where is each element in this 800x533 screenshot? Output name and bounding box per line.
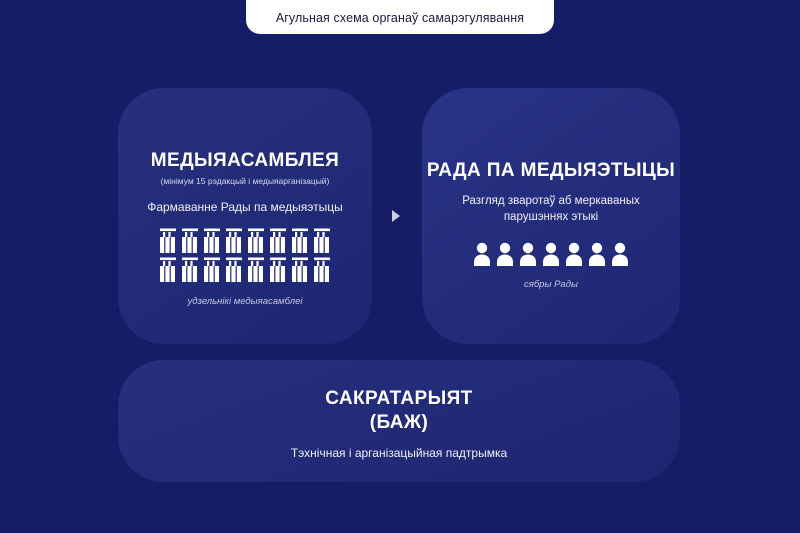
- factory-icon: [225, 257, 244, 283]
- person-icon: [611, 241, 629, 267]
- person-icon: [565, 241, 583, 267]
- person-icon: [542, 241, 560, 267]
- factory-icon: [269, 257, 288, 283]
- factory-icon: [313, 257, 332, 283]
- factory-icon: [225, 228, 244, 254]
- factory-icon: [291, 228, 310, 254]
- secretariat-heading: [118, 360, 680, 435]
- council-caption: сябры Рады: [524, 279, 578, 291]
- person-icon: [496, 241, 514, 267]
- mediaassembly-heading: МЕДЫЯАСАМБЛЕЯ: [150, 150, 340, 171]
- factory-icon: [247, 228, 266, 254]
- factory-icon: [159, 228, 178, 254]
- council-description: Разгляд зваротаў аб меркаваных парушэннях этыкі: [462, 195, 640, 223]
- mediaassembly-caption: удзельнікі медыяасамблеі: [187, 296, 303, 307]
- mediaassembly-subheading: (мінімум 15 рэдакцый і медыяарганізацый): [160, 176, 330, 186]
- card-media-ethics-council: [422, 88, 680, 344]
- factory-icon: [159, 257, 178, 283]
- person-icon: [473, 241, 491, 267]
- arrow-right-icon: [392, 210, 400, 222]
- factory-icon: [181, 228, 200, 254]
- factory-icon: [181, 257, 200, 283]
- factory-icon: [247, 257, 266, 283]
- card-mediaassembly: [118, 88, 372, 344]
- person-icon: [519, 241, 537, 267]
- secretariat-description: Тэхнічная і арганізацыйная падтрымка: [290, 445, 508, 460]
- factory-icon: [269, 228, 288, 254]
- person-icon: [588, 241, 606, 267]
- card-secretariat: [118, 360, 680, 482]
- person-icon-group: [422, 241, 680, 267]
- factory-icon: [203, 228, 222, 254]
- council-heading: РАДА ПА МЕДЫЯЭТЫЦЫ: [426, 160, 676, 181]
- factory-icon: [313, 228, 332, 254]
- diagram-title-pill: [246, 0, 554, 34]
- factory-icon-row: [159, 228, 332, 254]
- page-title: Агульная схема органаў самарэгулявання: [275, 11, 525, 25]
- factory-icon-row: [159, 257, 332, 283]
- secretariat-heading-line1: САКРАТАРЫЯТ: [325, 388, 473, 409]
- mediaassembly-description: Фармаванне Рады па медыяэтыцы: [147, 200, 343, 214]
- factory-icon: [291, 257, 310, 283]
- factory-icon: [203, 257, 222, 283]
- secretariat-heading-line2: (БАЖ): [369, 411, 429, 433]
- factory-icon-group: [118, 228, 372, 283]
